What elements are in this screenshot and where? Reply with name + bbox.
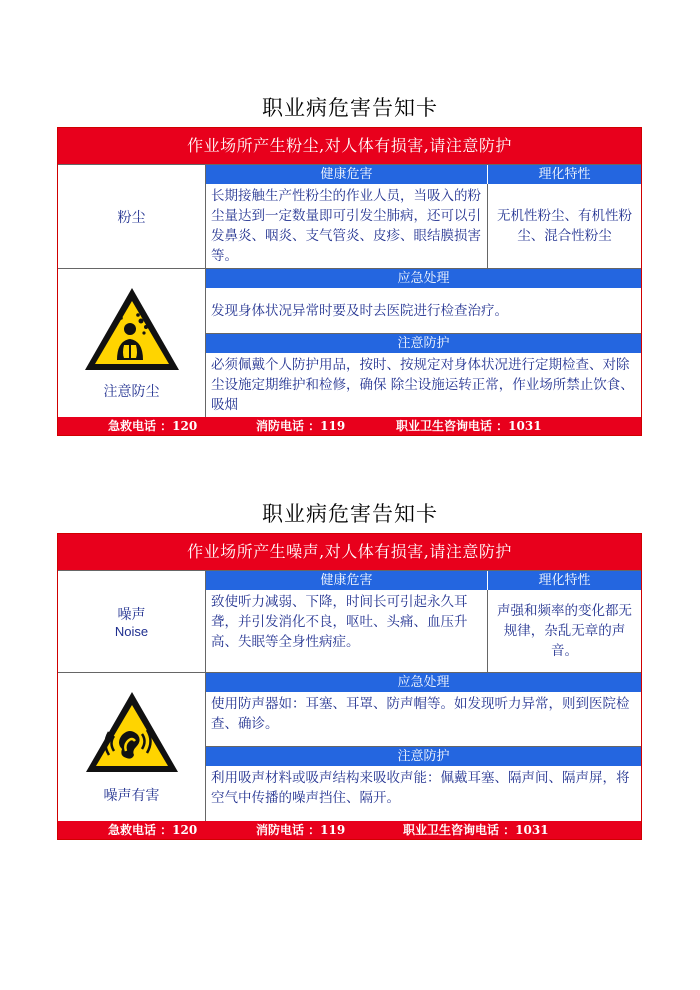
- card2-action-row: [58, 672, 641, 821]
- hazard-card-noise: [57, 533, 642, 840]
- card1-hazard-name: 粉尘: [117, 209, 146, 226]
- card1-sign-cell: [58, 269, 206, 417]
- noise-warning-icon: [84, 689, 180, 775]
- card2-property-text: 声强和频率的变化都无规律，杂乱无章的声音。: [497, 603, 632, 659]
- card1-emergency-header: 应急处理: [206, 269, 641, 288]
- card2-protection-text: 利用吸声材料或吸声结构来吸收声能：佩戴耳塞、隔声间、隔声屏，将空气中传播的噪声挡住、隔开。: [211, 770, 630, 806]
- card2-hazard-name-en: Noise: [114, 624, 149, 639]
- dust-warning-icon: [83, 285, 181, 373]
- card1-fire-phone: 消防电话 ：119: [256, 419, 346, 433]
- card2-title: 职业病危害告知卡: [262, 502, 438, 526]
- card1-info-row: [58, 164, 641, 268]
- card2-fire-phone: 消防电话 ：119: [256, 823, 346, 837]
- card2-health-header: 健康危害: [206, 571, 488, 590]
- card1-emergency-text: 发现身体状况异常时要及时去医院进行检查治疗。: [211, 302, 508, 319]
- card2-sign-label: 噪声有害: [103, 788, 160, 804]
- card1-title: 职业病危害告知卡: [262, 96, 438, 120]
- card1-banner: 作业场所产生粉尘,对人体有损害,请注意防护: [58, 128, 641, 164]
- card2-emergency-header: 应急处理: [206, 673, 641, 692]
- card2-hazard-name-cell: [58, 571, 206, 672]
- card2-health-consult-phone: 职业卫生咨询电话 ：1031: [403, 823, 549, 837]
- card1-property-text: 无机性粉尘、有机性粉尘、混合性粉尘: [497, 208, 632, 244]
- card2-emergency-text: 使用防声器如：耳塞、耳罩、防声帽等。如发现听力异常，则到医院检查、确诊。: [211, 696, 630, 732]
- card1-protection-text: 必须佩戴个人防护用品，按时、按规定对身体状况进行定期检查、对除尘设施定期维护和检修，确保 除尘设施运转正常，作业场所禁止饮食、吸烟: [211, 357, 634, 413]
- card2-banner: 作业场所产生噪声,对人体有损害,请注意防护: [58, 534, 641, 570]
- card2-property-header: 理化特性: [488, 571, 641, 590]
- card2-protection-header: 注意防护: [206, 746, 641, 766]
- card2-health-text: 致使听力减弱、下降，时间长可引起永久耳聋，并引发消化不良，呕吐、头痛、血压升高、失眠等全身性病症。: [206, 590, 488, 672]
- card2-footer: [58, 821, 641, 839]
- card2-info-row: [58, 570, 641, 672]
- card1-health-consult-phone: 职业卫生咨询电话 ：1031: [396, 419, 542, 433]
- card2-first-aid-phone: 急救电话 ：120: [108, 823, 198, 837]
- card1-property-header: 理化特性: [488, 165, 641, 184]
- hazard-card-dust: [57, 127, 642, 436]
- card1-sign-label: 注意防尘: [103, 384, 160, 400]
- card2-hazard-name: 噪声: [117, 607, 146, 623]
- card1-first-aid-phone: 急救电话 ：120: [108, 419, 198, 433]
- card1-footer: [58, 417, 641, 435]
- card1-health-text: 长期接触生产性粉尘的作业人员，当吸入的粉尘量达到一定数量即可引发尘肺病，还可以引发鼻炎、咽炎、支气管炎、皮疹、眼结膜损害等。: [206, 184, 488, 268]
- card1-hazard-name-cell: [58, 165, 206, 268]
- card1-action-row: [58, 268, 641, 417]
- card2-sign-cell: [58, 673, 206, 821]
- card1-health-header: 健康危害: [206, 165, 488, 184]
- card1-protection-header: 注意防护: [206, 333, 641, 353]
